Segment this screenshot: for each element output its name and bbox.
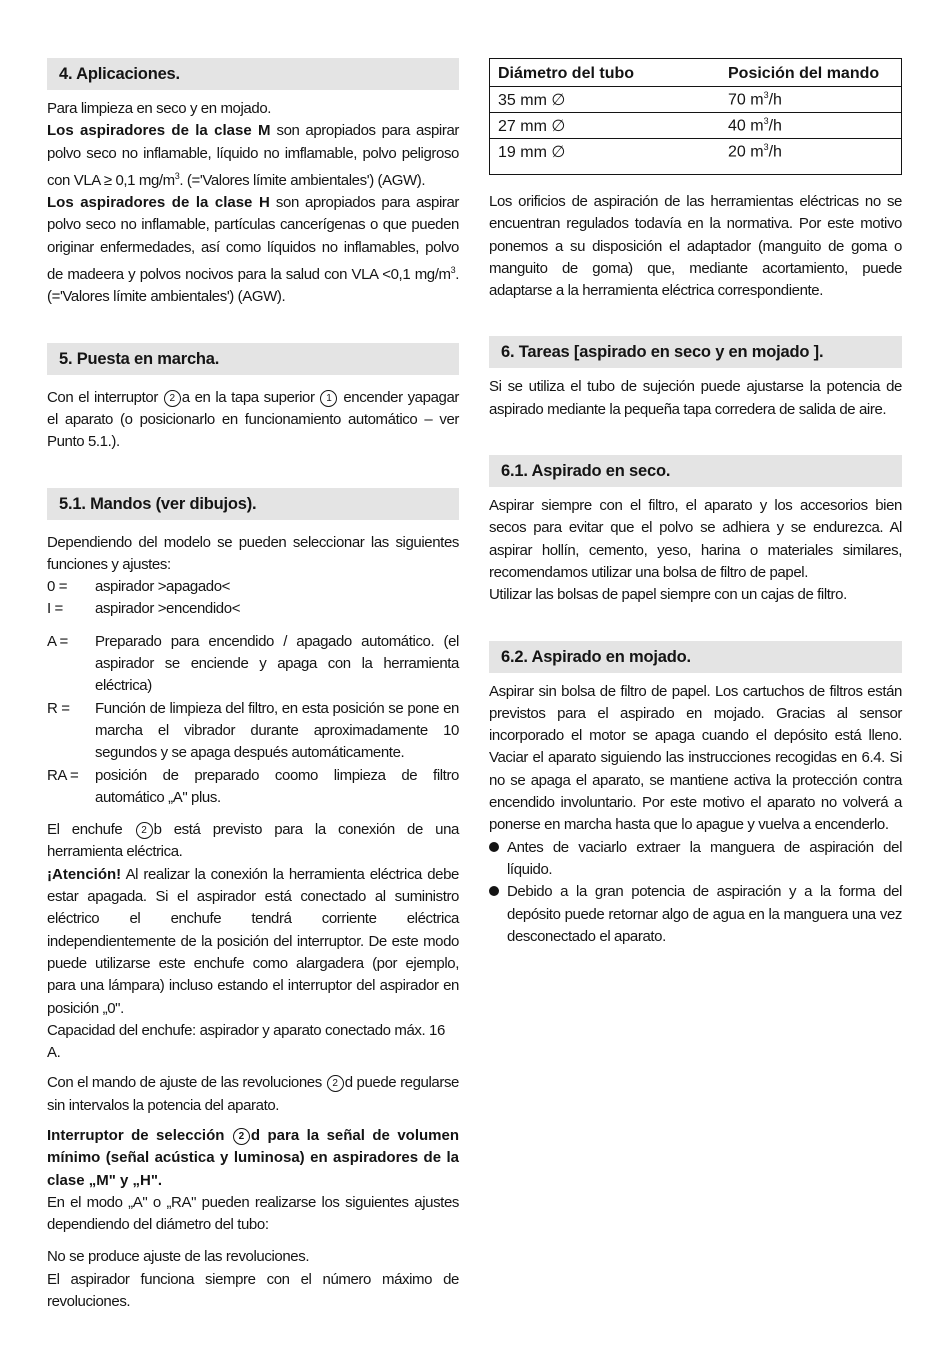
section-5-heading: 5. Puesta en marcha. — [47, 343, 459, 375]
orifices-paragraph: Los orificios de aspiración de las herramientas eléctricas no se encuentran regulados todavía en la normativa. Por este motivo ponemos a su disposición el adaptador (manguito de goma o manguito de goma) que, mediante acortamiento, puede adaptarse a la herramienta eléctrica correspondiente. — [489, 193, 902, 300]
option-text: posición de preparado coomo limpieza de filtro automático „A" plus. — [95, 766, 459, 806]
table-cell-diameter: 27 mm ∅ — [490, 113, 721, 139]
class-m-label: Los aspiradores de la clase M — [47, 122, 271, 140]
option-1 — [47, 598, 459, 620]
flow-unit: /h — [768, 117, 782, 135]
table-cell-diameter: 35 mm ∅ — [490, 87, 721, 113]
selector-switch-heading — [47, 1125, 459, 1192]
table-header-position: Posición del mando — [728, 64, 880, 82]
option-key: RA = — [47, 766, 79, 784]
option-text: Función de limpieza del filtro, en esta posición se pone en marcha el vibrador durante aproximadamente 10 segundos y se apaga después automáticamente. — [95, 699, 459, 762]
table-row — [490, 87, 902, 113]
option-r — [47, 698, 459, 765]
circled-2-icon: 2 — [136, 822, 153, 839]
class-m-text: son apropiados para aspirar polvo seco no inflamable, líquido no imflamable, polvo peligroso con VLA ≥ 0,1 mg/m — [47, 122, 460, 189]
table-cell-flow — [720, 87, 902, 113]
circled-2-icon: 2 — [327, 1075, 344, 1092]
list-item — [489, 837, 902, 882]
speed-text-a: Con el mando de ajuste de las revoluciones — [47, 1074, 326, 1092]
table-row — [490, 139, 902, 175]
bullet-icon — [489, 837, 507, 882]
table-cell-flow — [720, 113, 902, 139]
option-key: 0 = — [47, 578, 68, 596]
circled-2-icon: 2 — [233, 1128, 250, 1145]
attention-text: Al realizar la conexión la herramienta eléctrica debe estar apagada. Si el aspirador está conectado al suministro eléctrico el enchufe tendrá corriente eléctrica independientemente de la posición del interruptor. De este modo puede utilizarse este enchufe como alargadera (por ejemplo, para una lámpara) incluso estando el interruptor del aspirador en posición „0". — [47, 865, 459, 1017]
circled-2-icon: 2 — [164, 390, 181, 407]
option-text: aspirador >encendido< — [95, 600, 241, 618]
class-h-label: Los aspiradores de la clase H — [47, 194, 270, 212]
plug-text-a: El enchufe — [47, 821, 135, 839]
section-5-1-heading: 5.1. Mandos (ver dibujos). — [47, 488, 459, 520]
class-h-paragraph — [47, 192, 459, 308]
flow-sup: 3 — [763, 115, 769, 126]
dry-vacuum-bags: Utilizar las bolsas de papel siempre con un cajas de filtro. — [489, 586, 847, 604]
selector-text-b: d para la señal de volumen mínimo (señal acústica y luminosa) en aspiradores de la clase „M" y „H". — [47, 1126, 459, 1189]
table-header-diameter: Diámetro del tubo — [498, 64, 635, 82]
option-text: aspirador >apagado< — [95, 578, 231, 596]
class-h-sup: 3 — [450, 265, 456, 276]
section-6-1-heading: 6.1. Aspirado en seco. — [489, 455, 902, 487]
attention-paragraph — [47, 864, 459, 1020]
plug-text-b: b está previsto para la conexión de una herramienta eléctrica. — [47, 821, 459, 861]
section-4-intro: Para limpieza en seco y en mojado. — [47, 100, 272, 117]
flow-value: 70 m — [728, 91, 764, 109]
section-6-heading: 6. Tareas [aspirado en seco y en mojado ]. — [489, 336, 902, 368]
right-column — [489, 58, 902, 948]
s5-text-b: a en la tapa superior — [181, 388, 320, 406]
flow-sup: 3 — [763, 89, 769, 100]
option-key: A = — [47, 632, 68, 650]
class-m-sup: 3 — [174, 170, 180, 181]
class-m-text-end: . (='Valores límite ambientales') (AGW). — [179, 171, 426, 189]
option-key: I = — [47, 600, 63, 618]
circled-1-icon: 1 — [320, 390, 337, 407]
table-cell-diameter: 19 mm ∅ — [490, 139, 721, 175]
option-text: Preparado para encendido / apagado automático. (el aspirador se enciende y apaga con la herramienta eléctrica) — [95, 632, 459, 695]
wet-vacuum-text: Aspirar sin bolsa de filtro de papel. Los cartuchos de filtros están previstos para el aspirado en mojado. Gracias al sensor incorporado el motor se apaga cuando el depósito está lleno. Vaciar el aparato siguiendo las instrucciones recogidas en 6.4. Si no se apaga el aparato, se mantiene activa la protección contra encendido involuntario. Por este motivo el aparato no volverá a ponerse en marcha hasta que lo apague y vuelva a encenderlo. — [489, 682, 902, 834]
class-h-text: son apropiados para aspirar polvo seco no inflamable, partículas cancerígenas o que pueden originar enfermedades, así como líquidos no inflamables, polvo de madeera y polvos nocivos para la salud con VLA <0,1 mg/m — [47, 194, 460, 284]
table-row — [490, 113, 902, 139]
flow-sup: 3 — [763, 141, 769, 152]
selector-text-a: Interruptor de selección — [47, 1126, 232, 1144]
class-h-text-end: . (='Valores límite ambientales') (AGW). — [47, 266, 459, 306]
mode-paragraph: En el modo „A" o „RA" pueden realizarse los siguientes ajustes dependiendo del diámetro del tubo: — [47, 1193, 459, 1234]
s5-text-c: encender yapagar el aparato (o posicionarlo en funcionamiento automático – ver Punto 5.1.). — [47, 388, 459, 451]
bullet-icon — [489, 881, 507, 948]
bullet-text: Debido a la gran potencia de aspiración y a la forma del depósito puede retornar algo de agua en la manguera una vez desconectado el aparato. — [507, 883, 902, 945]
table-header-row — [490, 59, 902, 87]
flow-unit: /h — [768, 91, 782, 109]
option-0 — [47, 576, 459, 598]
flow-value: 20 m — [728, 143, 764, 161]
flow-value: 40 m — [728, 117, 764, 135]
flow-unit: /h — [768, 143, 782, 161]
s5-text-a: Con el interruptor — [47, 388, 163, 406]
section-6-2-heading: 6.2. Aspirado en mojado. — [489, 641, 902, 673]
plug-capacity: Capacidad del enchufe: aspirador y aparato conectado máx. 16 A. — [47, 1021, 445, 1062]
class-m-paragraph — [47, 120, 459, 192]
bullet-text: Antes de vaciarlo extraer la manguera de aspiración del líquido. — [507, 838, 902, 878]
speed-text-b: d puede regularse sin intervalos la potencia del aparato. — [47, 1074, 460, 1114]
no-speed-adjust: No se produce ajuste de las revoluciones. — [47, 1248, 310, 1266]
max-speed-paragraph: El aspirador funciona siempre con el número máximo de revoluciones. — [47, 1270, 459, 1311]
left-column — [47, 58, 459, 1313]
controls-intro: Dependiendo del modelo se pueden seleccionar las siguientes funciones y ajustes: — [47, 533, 459, 573]
option-a — [47, 631, 459, 698]
dry-vacuum-text: Aspirar siempre con el filtro, el aparato y los accesorios bien secos para evitar que el polvo se adhiera y se endurezca. Al aspirar hollín, cemento, yeso, harina o materiales similares, recomendamos utilizar una bolsa de filtro de papel. — [489, 497, 902, 581]
plug-paragraph — [47, 819, 459, 864]
tube-diameter-table — [489, 58, 902, 175]
table-cell-flow — [720, 139, 902, 175]
speed-control-paragraph — [47, 1072, 459, 1117]
section-5-text — [47, 387, 459, 454]
section-6-text: Si se utiliza el tubo de sujeción puede ajustarse la potencia de aspirado mediante la pequeña tapa corredera de salida de aire. — [489, 378, 902, 418]
option-ra — [47, 765, 459, 810]
option-key: R = — [47, 699, 70, 717]
section-4-heading: 4. Aplicaciones. — [47, 58, 459, 90]
list-item — [489, 881, 902, 948]
attention-label: ¡Atención! — [47, 865, 122, 883]
